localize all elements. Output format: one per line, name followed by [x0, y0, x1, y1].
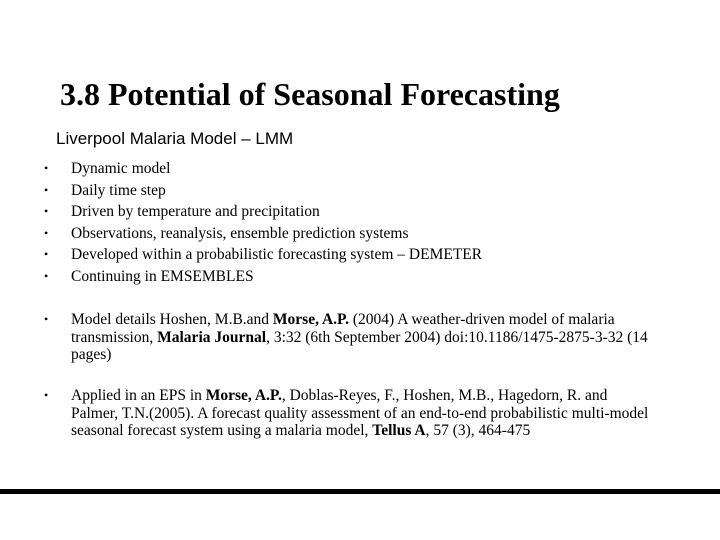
reference-part: , 3:32 (6th September 2004) doi:10.1186/1475-2875-3-32 (14 pages): [71, 328, 648, 364]
reference-model-details: [44, 311, 654, 364]
bullet-item: • Dynamic model: [44, 158, 654, 180]
bullet-icon: •: [44, 388, 49, 402]
reference-part: (2004) A weather-driven model of malaria transmission,: [71, 311, 615, 346]
reference-author: Morse, A.P.: [272, 311, 349, 328]
bullet-item: • Developed within a probabilistic forecasting system – DEMETER: [44, 244, 654, 266]
reference-eps: [44, 387, 654, 440]
slide-subtitle: Liverpool Malaria Model – LMM: [56, 129, 294, 148]
reference-part: Applied in an EPS in: [71, 387, 206, 404]
bullet-item: • Daily time step: [44, 180, 654, 202]
bullet-item: • Continuing in EMSEMBLES: [44, 266, 654, 288]
bullet-item: • Driven by temperature and precipitation: [44, 201, 654, 223]
bottom-divider: [0, 489, 720, 494]
reference-part: , 57 (3), 464-475: [425, 422, 531, 440]
bullet-item: • Observations, reanalysis, ensemble prediction systems: [44, 223, 654, 245]
reference-part: Model details Hoshen, M.B.and: [71, 311, 273, 328]
reference-journal: Malaria Journal: [157, 328, 267, 346]
slide-title: 3.8 Potential of Seasonal Forecasting: [60, 76, 560, 112]
reference-author: Morse, A.P.: [205, 387, 282, 404]
reference-text: [71, 387, 654, 440]
reference-journal: Tellus A: [372, 422, 426, 440]
reference-part: , Doblas-Reyes, F., Hoshen, M.B., Hagedorn, R. and Palmer, T.N.(2005). A forecast quality assessment of an end-to-end probabilistic multi-model seasonal forecast system using a malaria model,: [71, 387, 649, 440]
bullet-list: [44, 158, 654, 288]
bullet-icon: •: [44, 312, 49, 326]
reference-text: [71, 311, 654, 364]
